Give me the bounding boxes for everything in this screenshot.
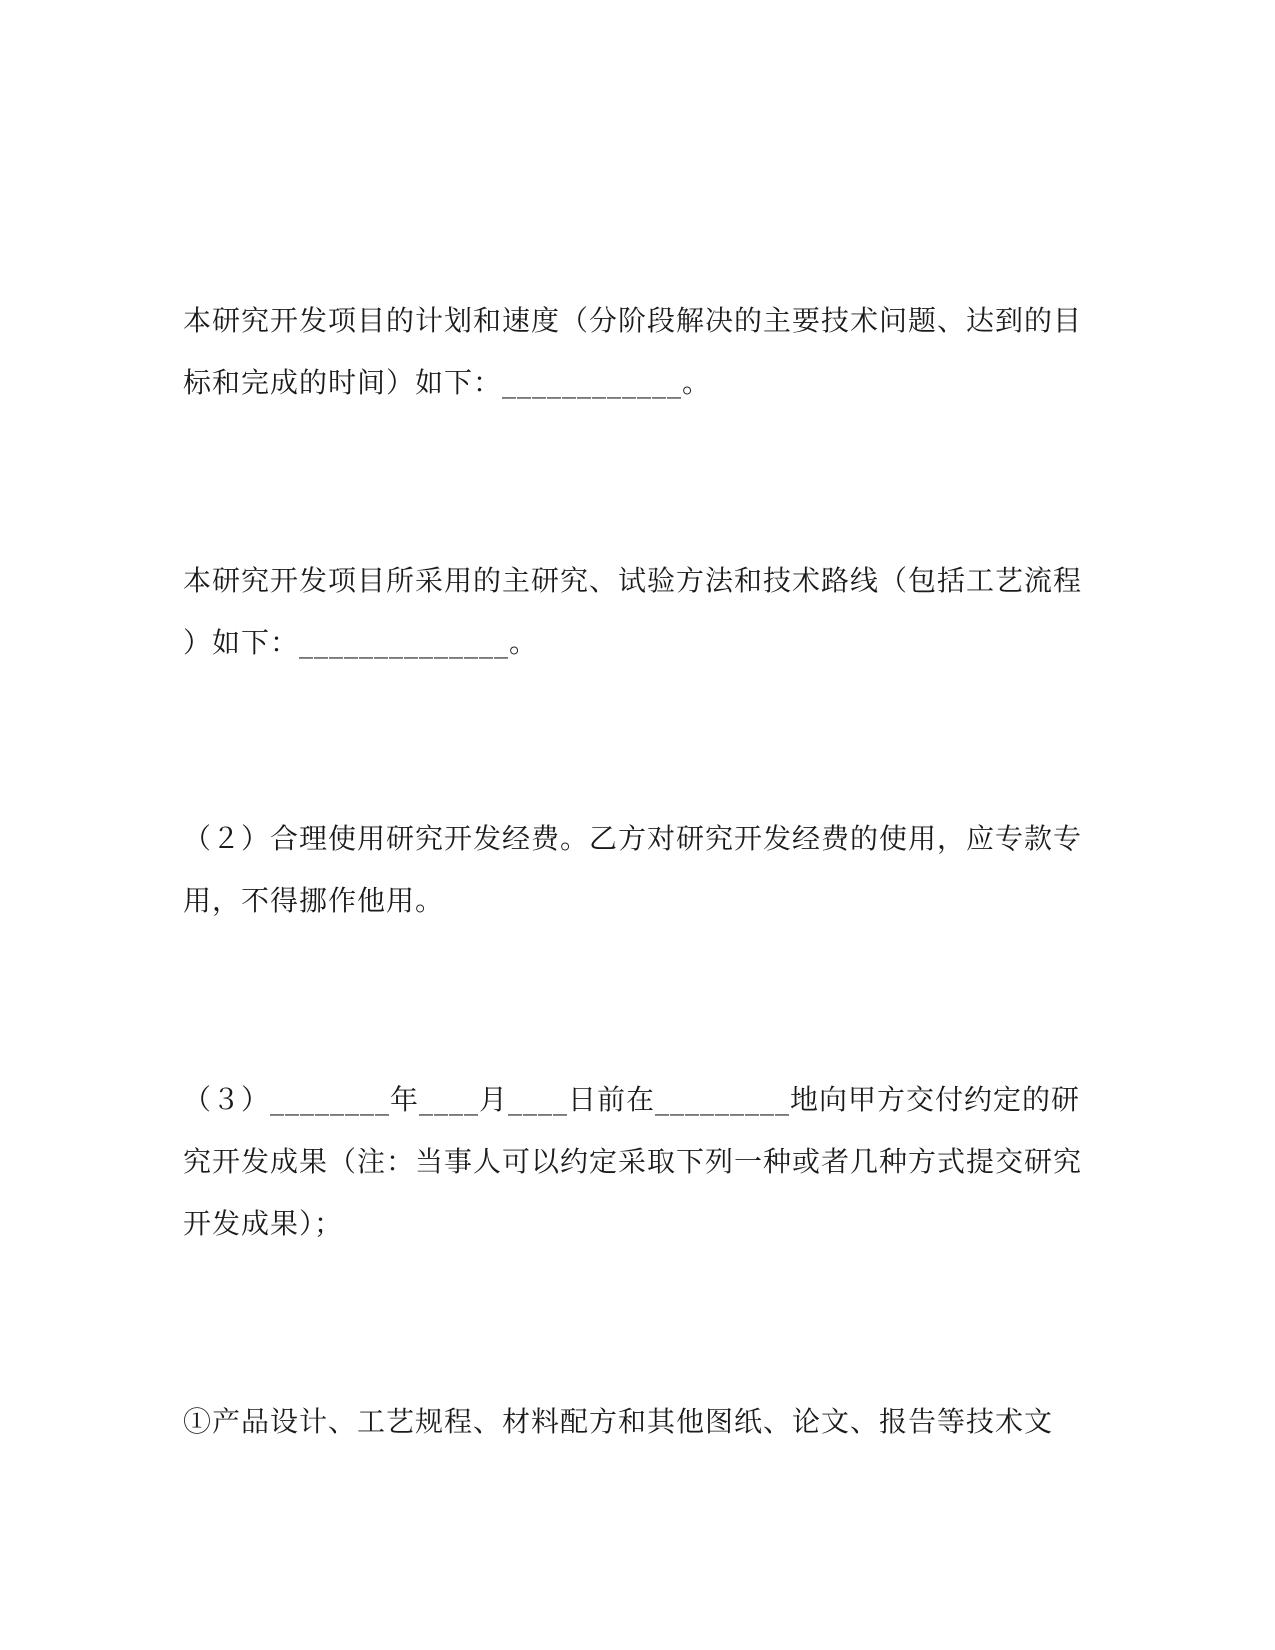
paragraph-deliverable-item-1 [183,1391,1093,1453]
text-line: 本研究开发项目的计划和速度（分阶段解决的主要技术问题、达到的目 [183,304,1083,337]
paragraph-delivery-terms [183,1069,1093,1255]
paragraph-project-plan [183,290,1093,414]
text-line: （３）________年____月____日前在_________地向甲方交付约定的研 [183,1083,1081,1116]
paragraph-funding-use [183,808,1093,932]
text-line: 本研究开发项目所采用的主研究、试验方法和技术路线（包括工艺流程 [183,564,1083,597]
text-line: 用，不得挪作他用。 [183,884,445,917]
text-line: （２）合理使用研究开发经费。乙方对研究开发经费的使用，应专款专 [183,822,1083,855]
text-line: 究开发成果（注：当事人可以约定采取下列一种或者几种方式提交研究 [183,1145,1083,1178]
text-line: ①产品设计、工艺规程、材料配方和其他图纸、论文、报告等技术文 [183,1405,1054,1438]
paragraph-research-methods [183,550,1093,674]
text-line: 标和完成的时间）如下：____________。 [183,366,712,399]
text-line: ）如下：______________。 [183,626,539,659]
text-line: 开发成果）； [183,1207,344,1240]
